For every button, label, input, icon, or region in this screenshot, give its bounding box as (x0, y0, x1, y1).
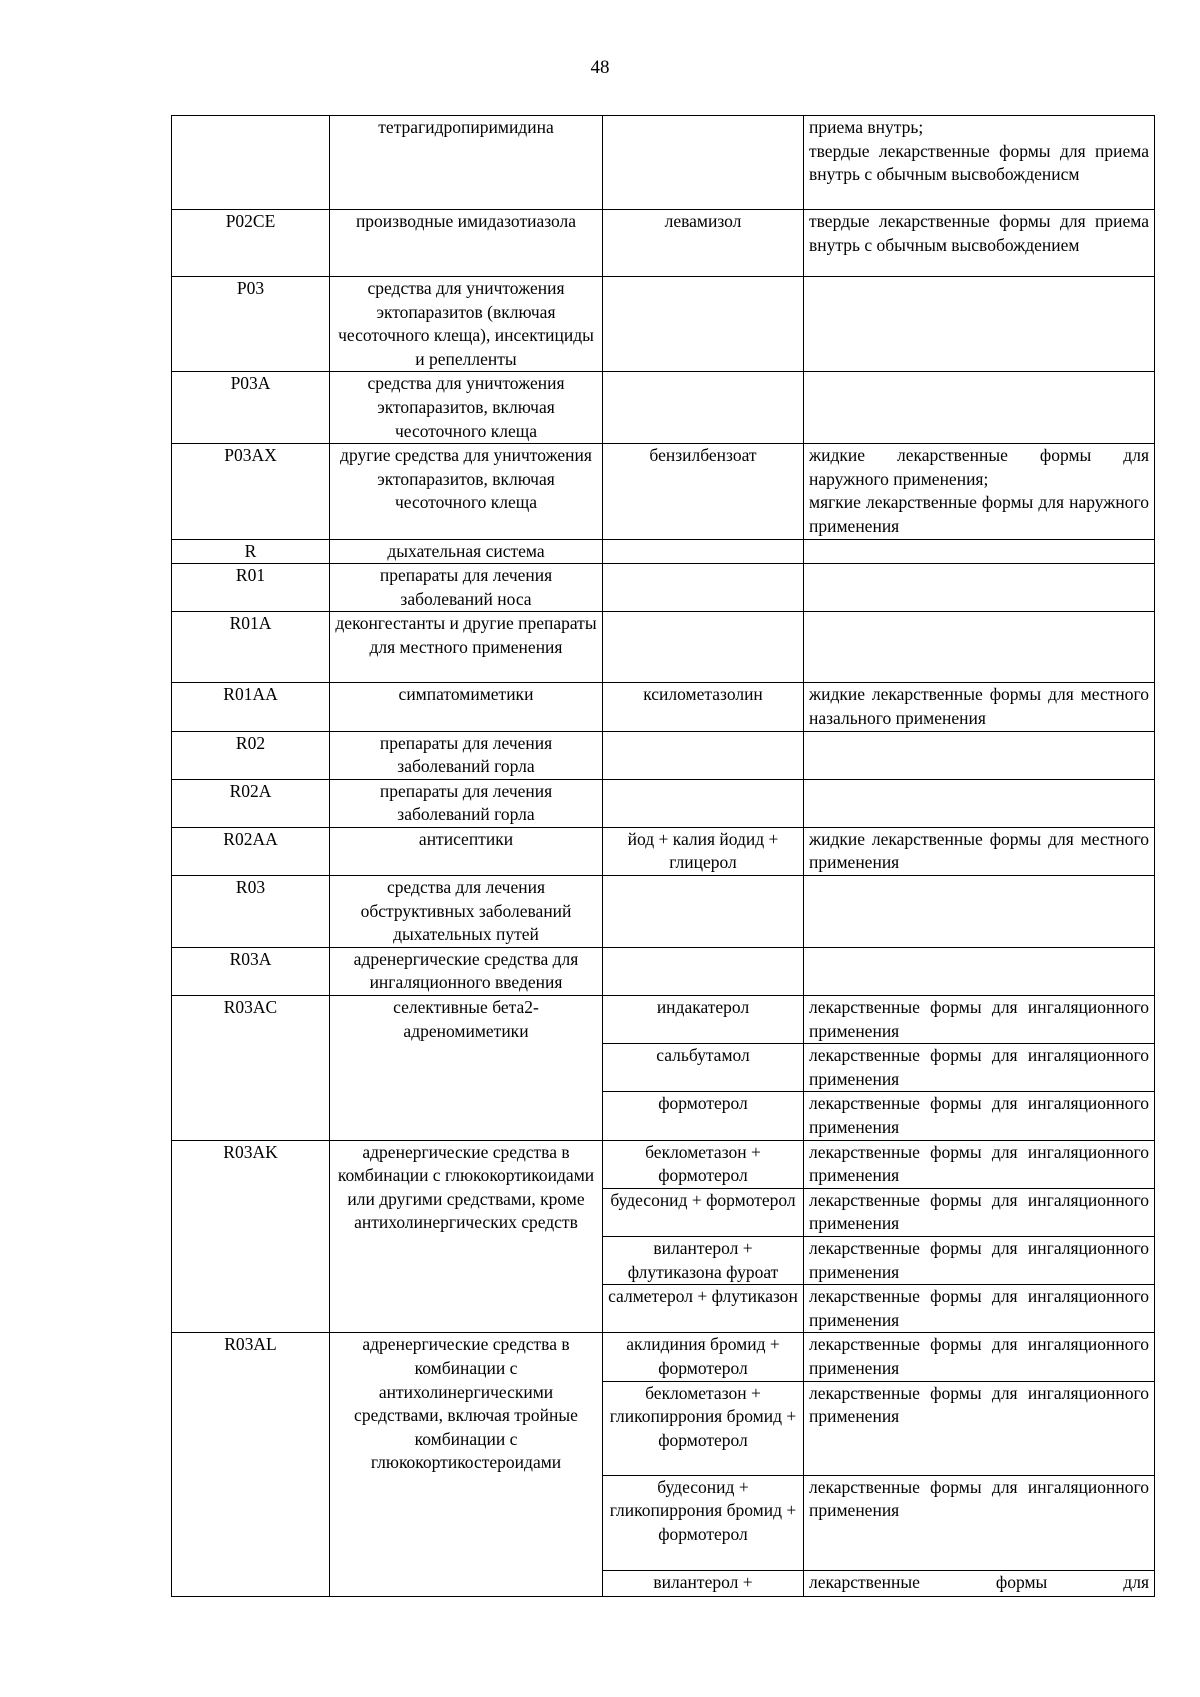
drug-name-cell: будесонид + формотерол (603, 1188, 804, 1236)
dosage-form-cell: лекарственные формы для ингаляционного применения (804, 1381, 1155, 1475)
atc-code-cell: R03A (172, 947, 330, 995)
dosage-form-cell: лекарственные формы для (804, 1570, 1155, 1596)
atc-code-cell (172, 116, 330, 210)
drug-name-cell (603, 612, 804, 683)
dosage-form-cell (804, 947, 1155, 995)
drug-name-cell: аклидиния бромид + формотерол (603, 1333, 804, 1381)
table-row (172, 683, 1155, 731)
atc-code-cell: R03AK (172, 1140, 330, 1333)
anatomical-therapeutic-group-cell: адренергические средства в комбинации с глюкокортикоидами или другими средствами, кроме антихолинергических средств (330, 1140, 603, 1333)
drug-name-cell (603, 116, 804, 210)
drug-name-cell: бензилбензоат (603, 444, 804, 539)
anatomical-therapeutic-group-cell: средства для уничтожения эктопаразитов (включая чесоточного клеща), инсектициды и репелленты (330, 277, 603, 372)
table-row (172, 372, 1155, 444)
dosage-form-cell (804, 876, 1155, 948)
anatomical-therapeutic-group-cell: другие средства для уничтожения эктопаразитов, включая чесоточного клеща (330, 444, 603, 539)
table-row (172, 996, 1155, 1044)
table-row (172, 1140, 1155, 1188)
dosage-form-cell: лекарственные формы для ингаляционного применения (804, 1285, 1155, 1333)
dosage-form-cell: лекарственные формы для ингаляционного применения (804, 1188, 1155, 1236)
dosage-form-cell: лекарственные формы для ингаляционного применения (804, 1333, 1155, 1381)
atc-code-cell: R03 (172, 876, 330, 948)
atc-code-cell: R01 (172, 564, 330, 612)
atc-code-cell: R03AL (172, 1333, 330, 1596)
anatomical-therapeutic-group-cell: препараты для лечения заболеваний горла (330, 731, 603, 779)
dosage-form-cell: лекарственные формы для ингаляционного применения (804, 1140, 1155, 1188)
table-row (172, 612, 1155, 683)
anatomical-therapeutic-group-cell: средства для уничтожения эктопаразитов, включая чесоточного клеща (330, 372, 603, 444)
drug-name-cell: ксилометазолин (603, 683, 804, 731)
table-row (172, 827, 1155, 875)
table-row (172, 947, 1155, 995)
drug-name-cell: левамизол (603, 210, 804, 277)
atc-code-cell: P03AX (172, 444, 330, 539)
anatomical-therapeutic-group-cell: деконгестанты и другие препараты для местного применения (330, 612, 603, 683)
table-row (172, 731, 1155, 779)
drug-name-cell: вилантерол + (603, 1570, 804, 1596)
atc-code-cell: P02CE (172, 210, 330, 277)
anatomical-therapeutic-group-cell: симпатомиметики (330, 683, 603, 731)
table-row (172, 444, 1155, 539)
anatomical-therapeutic-group-cell: тетрагидропиримидина (330, 116, 603, 210)
atc-code-cell: P03 (172, 277, 330, 372)
drug-list-table (171, 115, 1155, 1597)
drug-name-cell: вилантерол + флутиказона фуроат (603, 1236, 804, 1284)
dosage-form-cell: лекарственные формы для ингаляционного применения (804, 1092, 1155, 1140)
anatomical-therapeutic-group-cell: селективные бета2-адреномиметики (330, 996, 603, 1141)
drug-name-cell: индакатерол (603, 996, 804, 1044)
drug-name-cell (603, 564, 804, 612)
table-row (172, 779, 1155, 827)
dosage-form-cell: твердые лекарственные формы для приема внутрь с обычным высвобождением (804, 210, 1155, 277)
page-number: 48 (590, 57, 610, 78)
drug-name-cell: беклометазон + гликопиррония бромид + формотерол (603, 1381, 804, 1475)
atc-code-cell: R02A (172, 779, 330, 827)
drug-name-cell (603, 947, 804, 995)
anatomical-therapeutic-group-cell: антисептики (330, 827, 603, 875)
atc-code-cell: R02AA (172, 827, 330, 875)
dosage-form-cell (804, 277, 1155, 372)
table-row (172, 116, 1155, 210)
atc-code-cell: P03A (172, 372, 330, 444)
dosage-form-cell (804, 779, 1155, 827)
anatomical-therapeutic-group-cell: адренергические средства для ингаляционного введения (330, 947, 603, 995)
dosage-form-cell: лекарственные формы для ингаляционного применения (804, 1236, 1155, 1284)
atc-code-cell: R (172, 539, 330, 564)
drug-name-cell: салметерол + флутиказон (603, 1285, 804, 1333)
table-row (172, 277, 1155, 372)
dosage-form-cell (804, 612, 1155, 683)
atc-code-cell: R01AA (172, 683, 330, 731)
drug-name-cell: йод + калия йодид + глицерол (603, 827, 804, 875)
drug-name-cell (603, 731, 804, 779)
dosage-form-cell: жидкие лекарственные формы для наружного применения; мягкие лекарственные формы для наружного применения (804, 444, 1155, 539)
dosage-form-cell (804, 372, 1155, 444)
anatomical-therapeutic-group-cell: производные имидазотиазола (330, 210, 603, 277)
anatomical-therapeutic-group-cell: дыхательная система (330, 539, 603, 564)
atc-code-cell: R01A (172, 612, 330, 683)
drug-name-cell (603, 539, 804, 564)
drug-name-cell: формотерол (603, 1092, 804, 1140)
drug-name-cell: будесонид + гликопиррония бромид + формотерол (603, 1475, 804, 1570)
table-row (172, 210, 1155, 277)
dosage-form-cell (804, 539, 1155, 564)
drug-name-cell (603, 277, 804, 372)
drug-name-cell (603, 779, 804, 827)
drug-name-cell: беклометазон + формотерол (603, 1140, 804, 1188)
anatomical-therapeutic-group-cell: препараты для лечения заболеваний носа (330, 564, 603, 612)
drug-name-cell (603, 372, 804, 444)
dosage-form-cell (804, 564, 1155, 612)
table-row (172, 564, 1155, 612)
drug-name-cell (603, 876, 804, 948)
dosage-form-cell: лекарственные формы для ингаляционного применения (804, 1044, 1155, 1092)
atc-code-cell: R02 (172, 731, 330, 779)
table-row (172, 539, 1155, 564)
anatomical-therapeutic-group-cell: средства для лечения обструктивных заболеваний дыхательных путей (330, 876, 603, 948)
dosage-form-cell (804, 731, 1155, 779)
dosage-form-cell: лекарственные формы для ингаляционного применения (804, 996, 1155, 1044)
atc-code-cell: R03AC (172, 996, 330, 1141)
dosage-form-cell: жидкие лекарственные формы для местного назального применения (804, 683, 1155, 731)
anatomical-therapeutic-group-cell: препараты для лечения заболеваний горла (330, 779, 603, 827)
dosage-form-cell: жидкие лекарственные формы для местного применения (804, 827, 1155, 875)
table-row (172, 1333, 1155, 1381)
anatomical-therapeutic-group-cell: адренергические средства в комбинации с антихолинергическими средствами, включая тройные комбинации с глюкокортикостероидами (330, 1333, 603, 1596)
table-row (172, 876, 1155, 948)
dosage-form-cell: приема внутрь; твердые лекарственные формы для приема внутрь с обычным высвобожденисм (804, 116, 1155, 210)
dosage-form-cell: лекарственные формы для ингаляционного применения (804, 1475, 1155, 1570)
drug-name-cell: сальбутамол (603, 1044, 804, 1092)
